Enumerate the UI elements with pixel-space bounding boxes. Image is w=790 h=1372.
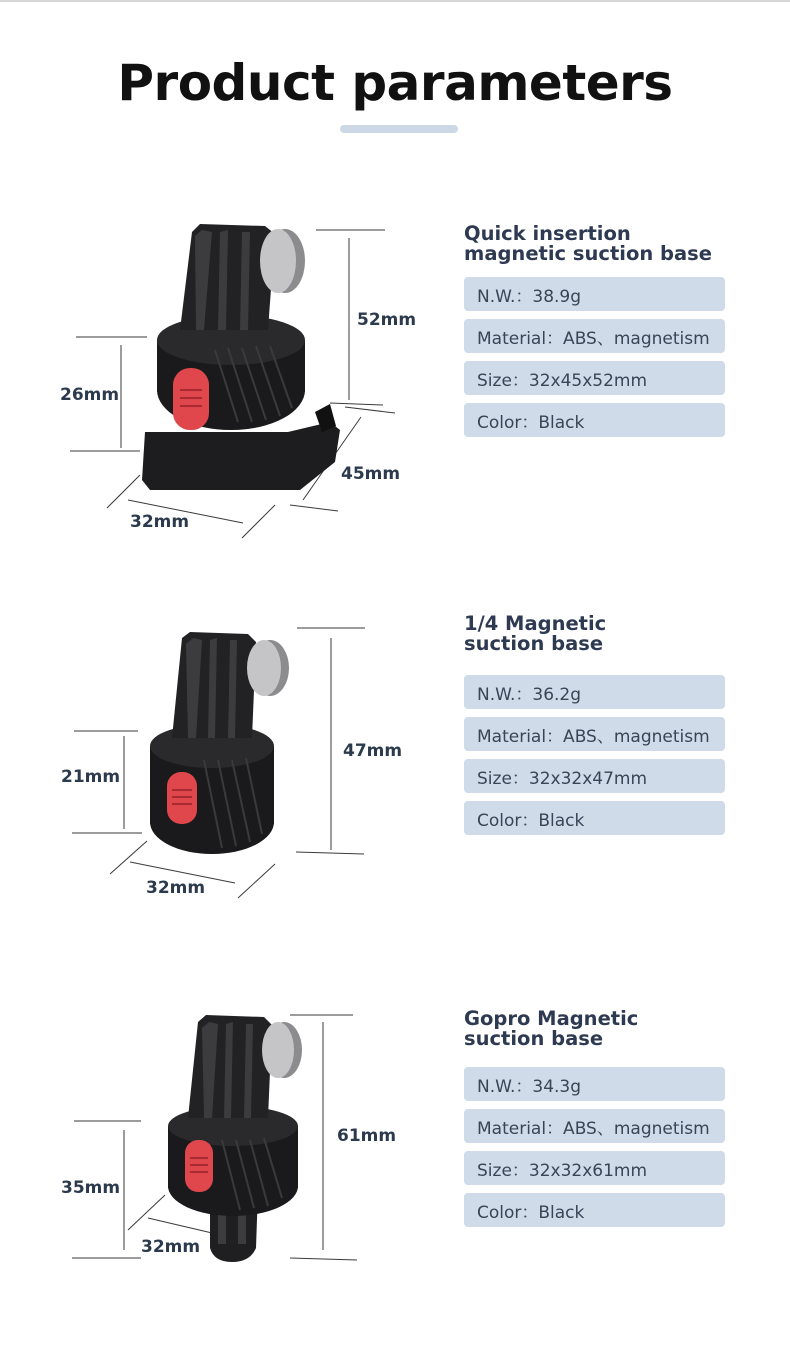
dim-height-label: 52mm bbox=[357, 310, 417, 330]
product-name-line1: Gopro Magnetic bbox=[464, 1007, 639, 1030]
spec-color: Color：Black bbox=[464, 801, 725, 835]
spec-weight: N.W.：38.9g bbox=[464, 277, 725, 311]
product-name-line1: 1/4 Magnetic bbox=[464, 612, 607, 635]
spec-material: Material：ABS、magnetism bbox=[464, 1109, 725, 1143]
spec-material: Material：ABS、magnetism bbox=[464, 319, 725, 353]
spec-material: Material：ABS、magnetism bbox=[464, 717, 725, 751]
title-underline bbox=[340, 125, 458, 133]
spec-size: Size：32x32x61mm bbox=[464, 1151, 725, 1185]
dim-height-label: 47mm bbox=[343, 741, 403, 761]
product-name-line2: suction base bbox=[464, 1027, 604, 1050]
dim-base-height-label: 21mm bbox=[61, 767, 121, 787]
spec-list bbox=[464, 1067, 725, 1235]
dim-width-label: 32mm bbox=[141, 1237, 201, 1257]
spec-list bbox=[464, 277, 725, 445]
spec-list bbox=[464, 675, 725, 843]
product-name-line1: Quick insertion bbox=[464, 222, 631, 245]
spec-weight: N.W.：36.2g bbox=[464, 675, 725, 709]
spec-color: Color：Black bbox=[464, 1193, 725, 1227]
spec-size: Size：32x32x47mm bbox=[464, 759, 725, 793]
product-name-line2: magnetic suction base bbox=[464, 242, 712, 265]
dim-height-label: 61mm bbox=[337, 1126, 397, 1146]
product-name-line2: suction base bbox=[464, 632, 604, 655]
dim-width-label: 32mm bbox=[146, 878, 206, 898]
product-name bbox=[464, 224, 712, 264]
product-figure bbox=[0, 600, 430, 940]
dim-depth-label: 45mm bbox=[341, 464, 401, 484]
top-divider bbox=[0, 0, 790, 2]
dim-width-label: 32mm bbox=[130, 512, 190, 532]
dim-base-height-label: 26mm bbox=[60, 385, 120, 405]
mount-illustration bbox=[0, 200, 430, 540]
spec-weight: N.W.：34.3g bbox=[464, 1067, 725, 1101]
spec-size: Size：32x45x52mm bbox=[464, 361, 725, 395]
product-name bbox=[464, 614, 606, 654]
dim-base-height-label: 35mm bbox=[61, 1178, 121, 1198]
product-name bbox=[464, 1009, 638, 1049]
page-title: Product parameters bbox=[117, 54, 673, 112]
product-figure bbox=[0, 1000, 430, 1340]
spec-color: Color：Black bbox=[464, 403, 725, 437]
product-figure bbox=[0, 200, 430, 540]
